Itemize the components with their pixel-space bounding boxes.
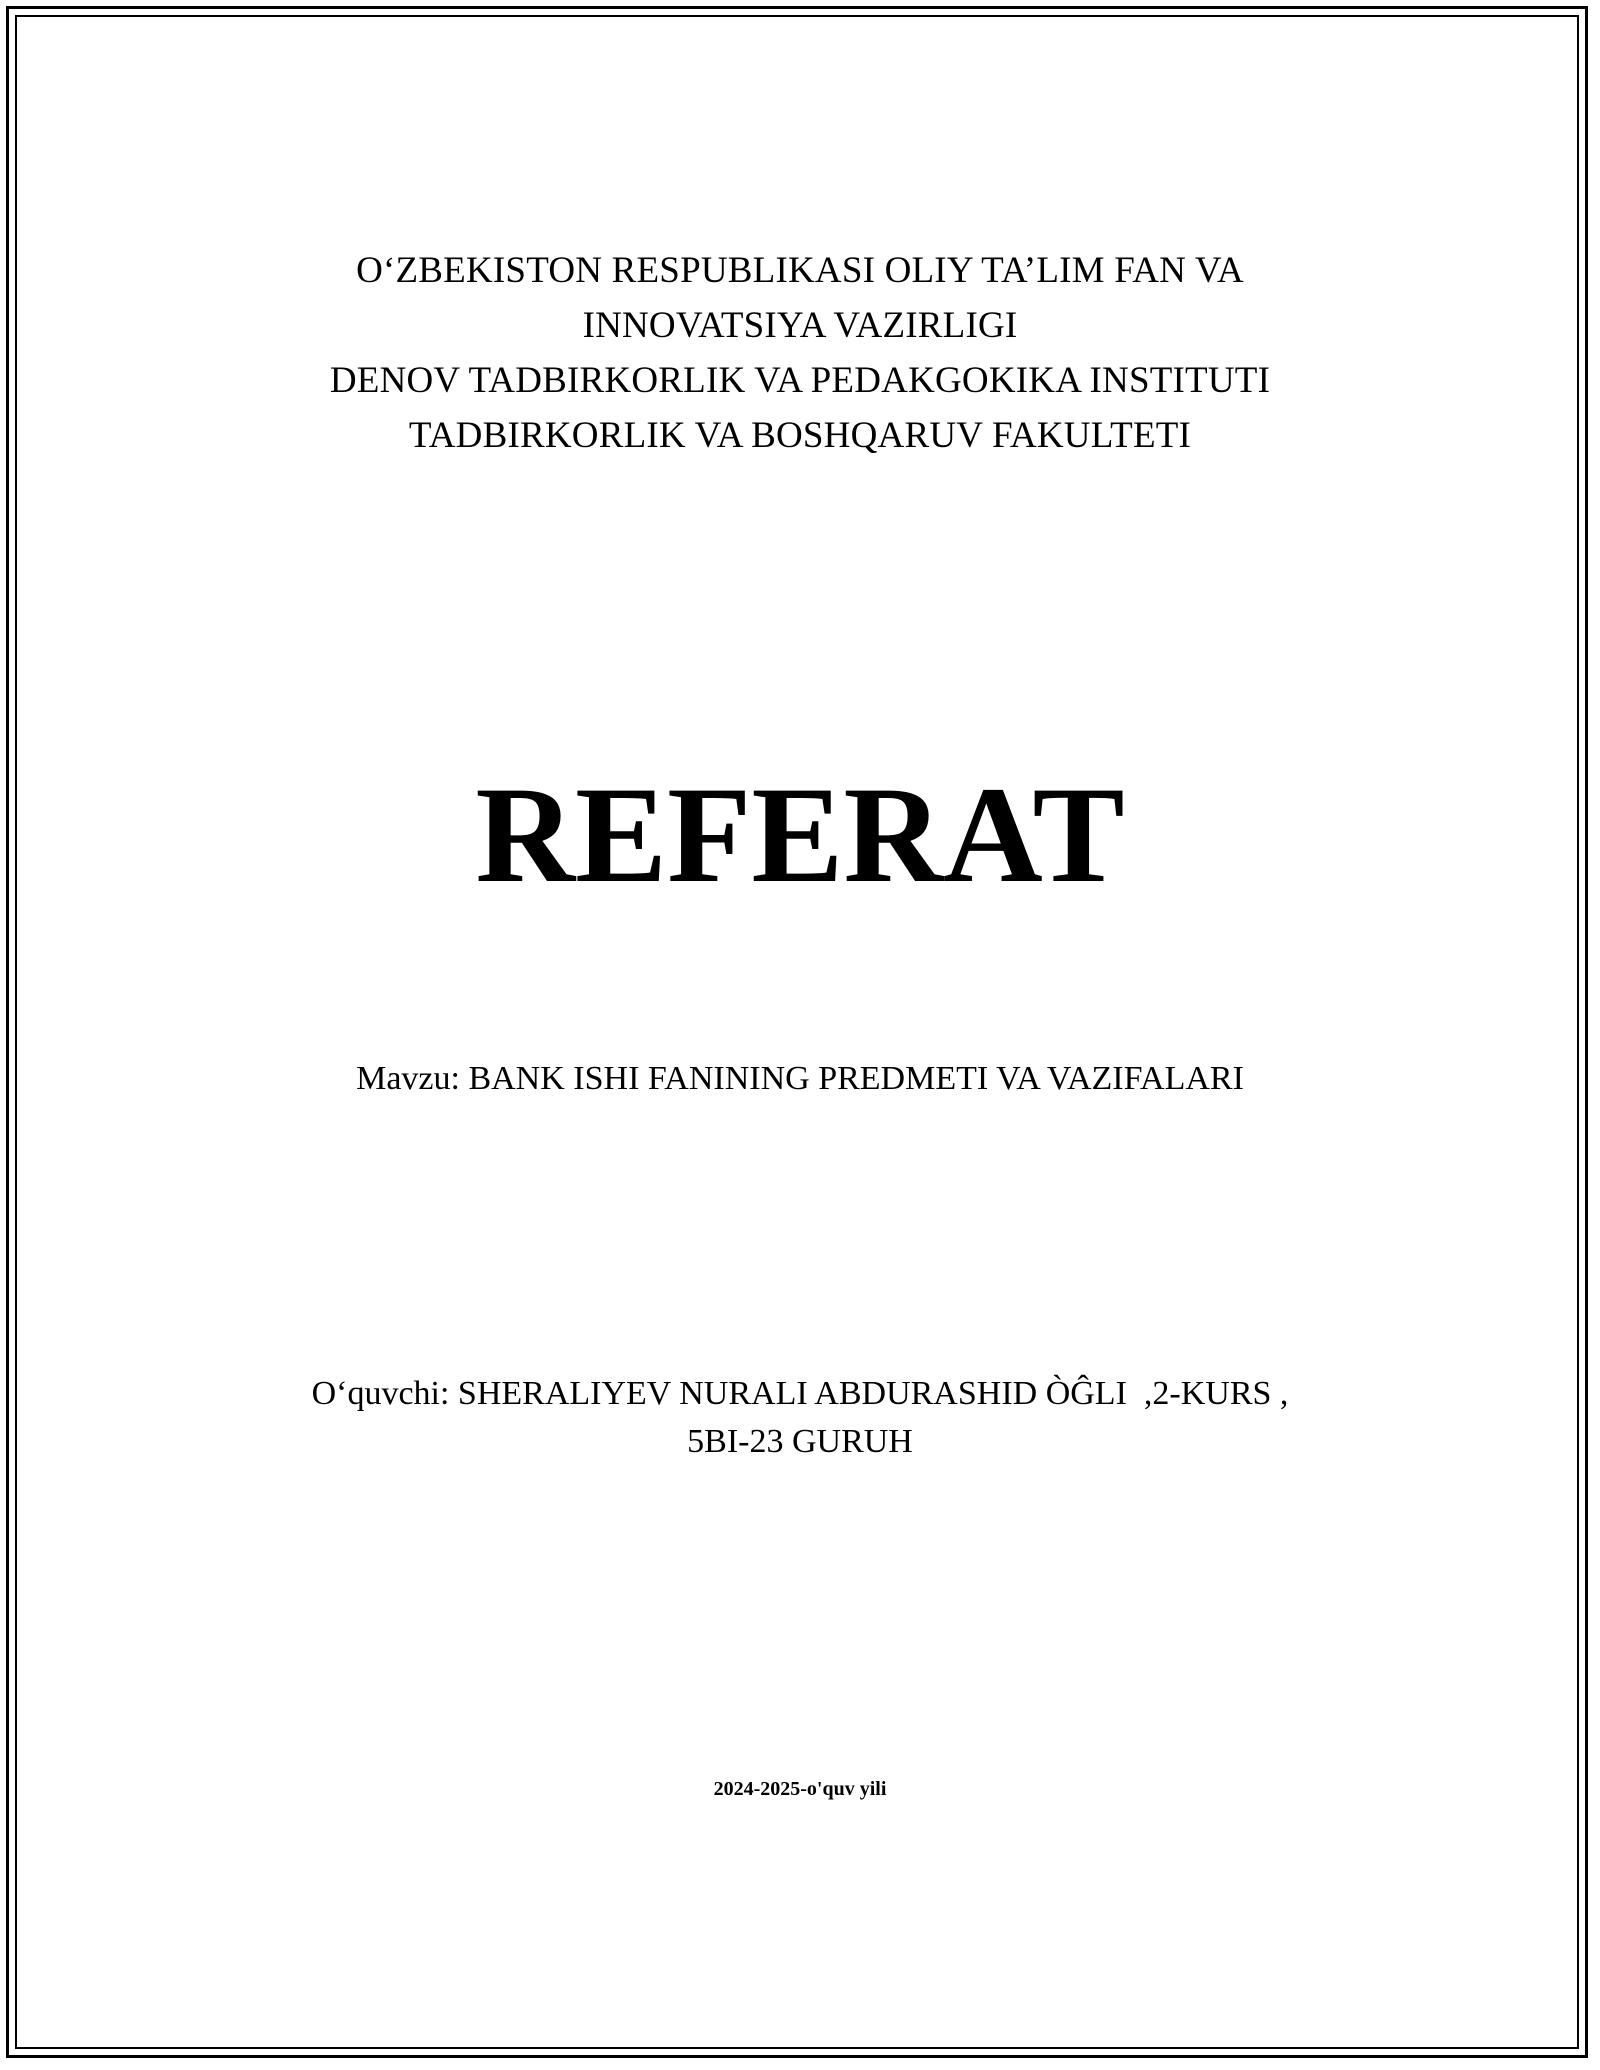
ministry-line-1: O‘ZBEKISTON RESPUBLIKASI OLIY TA’LIM FAN VA [356, 250, 1244, 291]
student-name-line: O‘quvchi: SHERALIYEV NURALI ABDURASHID ÒĜLI ,2-KURS , [311, 1375, 1289, 1412]
academic-year: 2024-2025-o'quv yili [713, 1778, 887, 1800]
student-info [0, 1370, 1600, 1466]
student-group-line: 5BI-23 GURUH [687, 1423, 913, 1460]
institute-line: DENOV TADBIRKORLIK VA PEDAKGOKIKA INSTITUTI [329, 360, 1271, 401]
topic-line: Mavzu: BANK ISHI FANINING PREDMETI VA VAZIFALARI [356, 1060, 1244, 1097]
faculty-line: TADBIRKORLIK VA BOSHQARUV FAKULTETI [408, 415, 1192, 456]
ministry-line-2: INNOVATSIYA VAZIRLIGI [582, 305, 1018, 346]
document-title: REFERAT [475, 758, 1125, 911]
institution-header [0, 243, 1600, 463]
